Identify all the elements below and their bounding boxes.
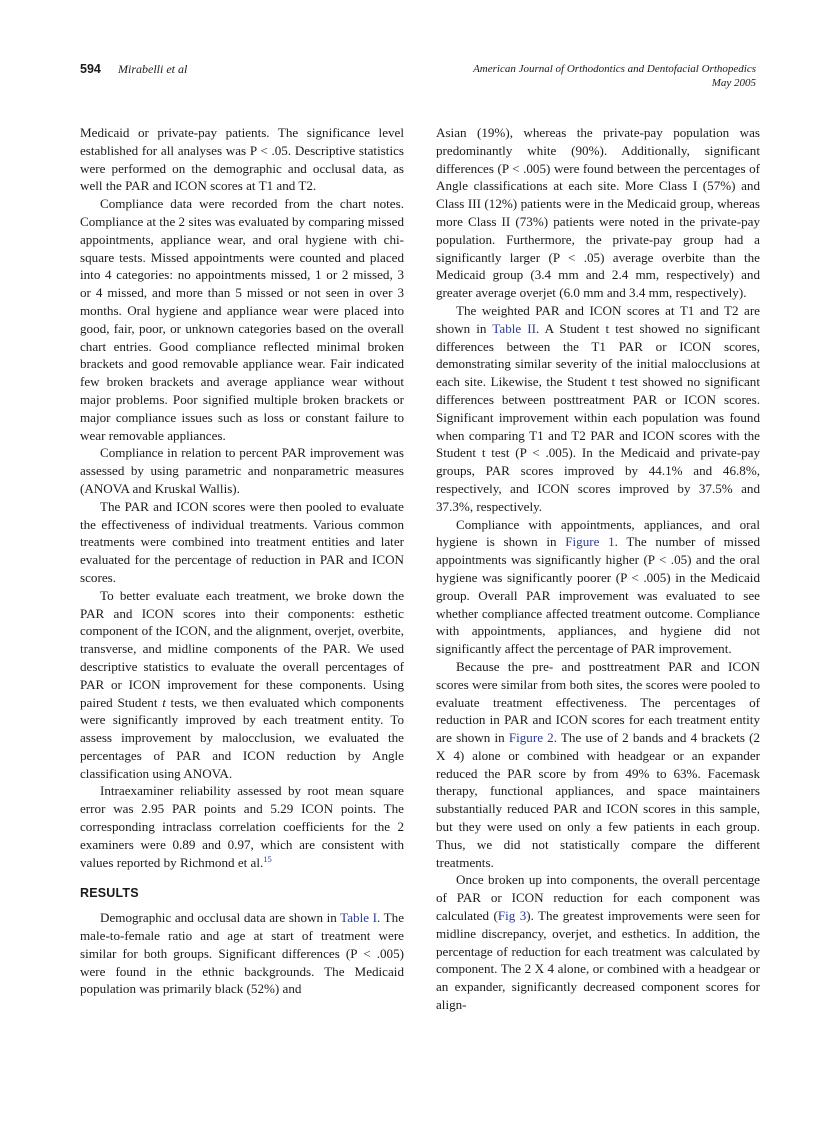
figure-link[interactable]: Figure 1 <box>565 534 615 550</box>
text-run: Because the pre- and posttreatment PAR and ICON scores were similar from both sites, the scores were pooled to evaluate treatment effectiveness. The percentages of reduction in PAR and ICON scores for each treatment entity are shown in <box>436 658 760 746</box>
text-run: . The male-to-female ratio and age at start of treatment were similar for both groups. Significant differences (P < .005) were found in the ethnic backgrounds. The Medicaid population was primarily black (52%) and <box>80 910 405 997</box>
journal-title: American Journal of Orthodontics and Dentofacial Orthopedics <box>473 63 756 75</box>
section-heading-results: RESULTS <box>80 886 139 901</box>
paragraph <box>80 782 404 871</box>
right-column <box>436 124 760 1014</box>
text-run: To better evaluate each treatment, we broke down the PAR and ICON scores into their components: esthetic component of the ICON, and the alignment, overjet, overbite, transverse, and midline components of the PAR. We used descriptive statistics to evaluate the overall percentages of PAR or ICON improvement for these components. Using paired Student <box>80 587 404 710</box>
text-run: . The use of 2 bands and 4 brackets (2 X 4) alone or combined with headgear or an expander reduced the PAR score by from 49% to 63%. Facemask therapy, functional appliances, and space maintainers substantially reduced PAR and ICON scores in this sample, but they were used on only a few patients in each group. Thus, we did not statistically compare the different treatments. <box>436 730 760 870</box>
paragraph: Compliance in relation to percent PAR improvement was assessed by using parametric and nonparametric measures (ANOVA and Kruskal Wallis). <box>80 445 404 496</box>
text-run: Compliance with appointments, appliances, and oral hygiene is shown in <box>436 516 760 550</box>
paragraph <box>436 302 760 516</box>
text-run: . The number of missed appointments was significantly higher (P < .05) and the oral hygiene was significantly poorer (P < .005) in the Medicaid group. Overall PAR improvement was evaluated to see whether compliance affected treatment outcome. Compliance with appointments, appliances, and hygiene did not significantly affect the percentage of PAR improvement. <box>436 534 761 657</box>
text-run: tests, we then evaluated which components were significantly improved by each treatment entity. To assess improvement by malocclusion, we evaluated the percentages of PAR and ICON reduction by Angle classification using ANOVA. <box>80 694 404 781</box>
reference-link[interactable]: 15 <box>263 853 272 864</box>
paragraph: The PAR and ICON scores were then pooled to evaluate the effectiveness of individual treatments. Various common treatments were combined into treatment entities and later evaluated for the percentage of reduction in PAR and ICON scores. <box>80 498 404 585</box>
left-column <box>80 124 404 998</box>
text-run: Once broken up into components, the overall percentage of PAR or ICON reduction for each component was calculated ( <box>436 872 760 924</box>
paragraph <box>436 516 760 658</box>
paragraph <box>436 871 760 1013</box>
text-run: The weighted PAR and ICON scores at T1 and T2 are shown in <box>436 302 760 336</box>
text-run: Demographic and occlusal data are shown in <box>100 910 341 926</box>
paragraph <box>436 658 760 872</box>
issue-date: May 2005 <box>711 77 756 89</box>
journal-info <box>473 62 756 90</box>
paragraph <box>80 587 404 783</box>
paragraph: Compliance data were recorded from the chart notes. Compliance at the 2 sites was evaluated by comparing missed appointments, appliance wear, and oral hygiene with chi-square tests. Missed appointments were counted and placed into 4 categories: no appointments missed, 1 or 2 missed, 3 or 4 missed, and more than 5 missed or not seen in over 3 months. Oral hygiene and appliance wear were placed into good, fair, poor, or unknown categories based on the overall chart entries. Good compliance reflected minimal broken brackets and good removable appliance wear. Fair indicated few broken brackets and average appliance wear without major problems. Poor signified multiple broken brackets or major compliance issues such as loss or constant failure to wear removable appliances. <box>80 196 404 443</box>
figure-link[interactable]: Fig 3 <box>497 908 527 924</box>
text-run: Intraexaminer reliability assessed by root mean square error was 2.95 PAR points and 5.29 ICON points. The corresponding intraclass correlation coefficients for the 2 examiners were 0.89 and 0.97, which are consistent with values reported by Richmond et al. <box>80 783 404 870</box>
paragraph: Asian (19%), whereas the private-pay population was predominantly white (90%). Additionally, significant differences (P < .005) were found between the percentages of Angle classifications at each site. More Class I (57%) and Class III (12%) patients were in the Medicaid group, whereas more Class II (73%) patients were noted in the private-pay population. Furthermore, the private-pay group had a significantly larger (P < .05) average overbite than the Medicaid group (3.4 mm and 2.4 mm, respectively) and greater average overjet (6.0 mm and 3.4 mm, respectively). <box>436 125 760 301</box>
paragraph <box>80 909 404 998</box>
paragraph: Medicaid or private-pay patients. The significance level established for all analyses was P < .05. Descriptive statistics were performed on the demographic and occlusal data, as well the PAR and ICON scores at T1 and T2. <box>80 125 404 194</box>
text-run: . A Student t test showed no significant differences between the T1 PAR or ICON scores, demonstrating similar severity of the initial malocclusions at each site. Likewise, the Student t test showed no significant differences between posttreatment PAR or ICON scores. Significant improvement within each population was found when comparing T1 and T2 PAR and ICON scores with the Student t test (P < .005). In the Medicaid and private-pay groups, PAR scores improved by 44.1% and 46.8%, respectively, and ICON scores improved by 37.5% and 37.3%, respectively. <box>436 320 760 514</box>
italic-t: t <box>162 694 166 710</box>
running-header <box>80 62 756 96</box>
running-authors: Mirabelli et al <box>118 62 188 76</box>
table-link[interactable]: Table I <box>340 910 378 926</box>
text-run: ). The greatest improvements were seen for midline discrepancy, overjet, and esthetics. In addition, the percentage of reduction for each treatment was calculated by component. The 2 X 4 alone, or combined with a headgear or an expander, significantly decreased component scores for align- <box>436 908 760 1013</box>
page-number: 594 <box>80 62 101 76</box>
figure-link[interactable]: Figure 2 <box>508 730 554 746</box>
table-link[interactable]: Table II <box>492 320 536 336</box>
